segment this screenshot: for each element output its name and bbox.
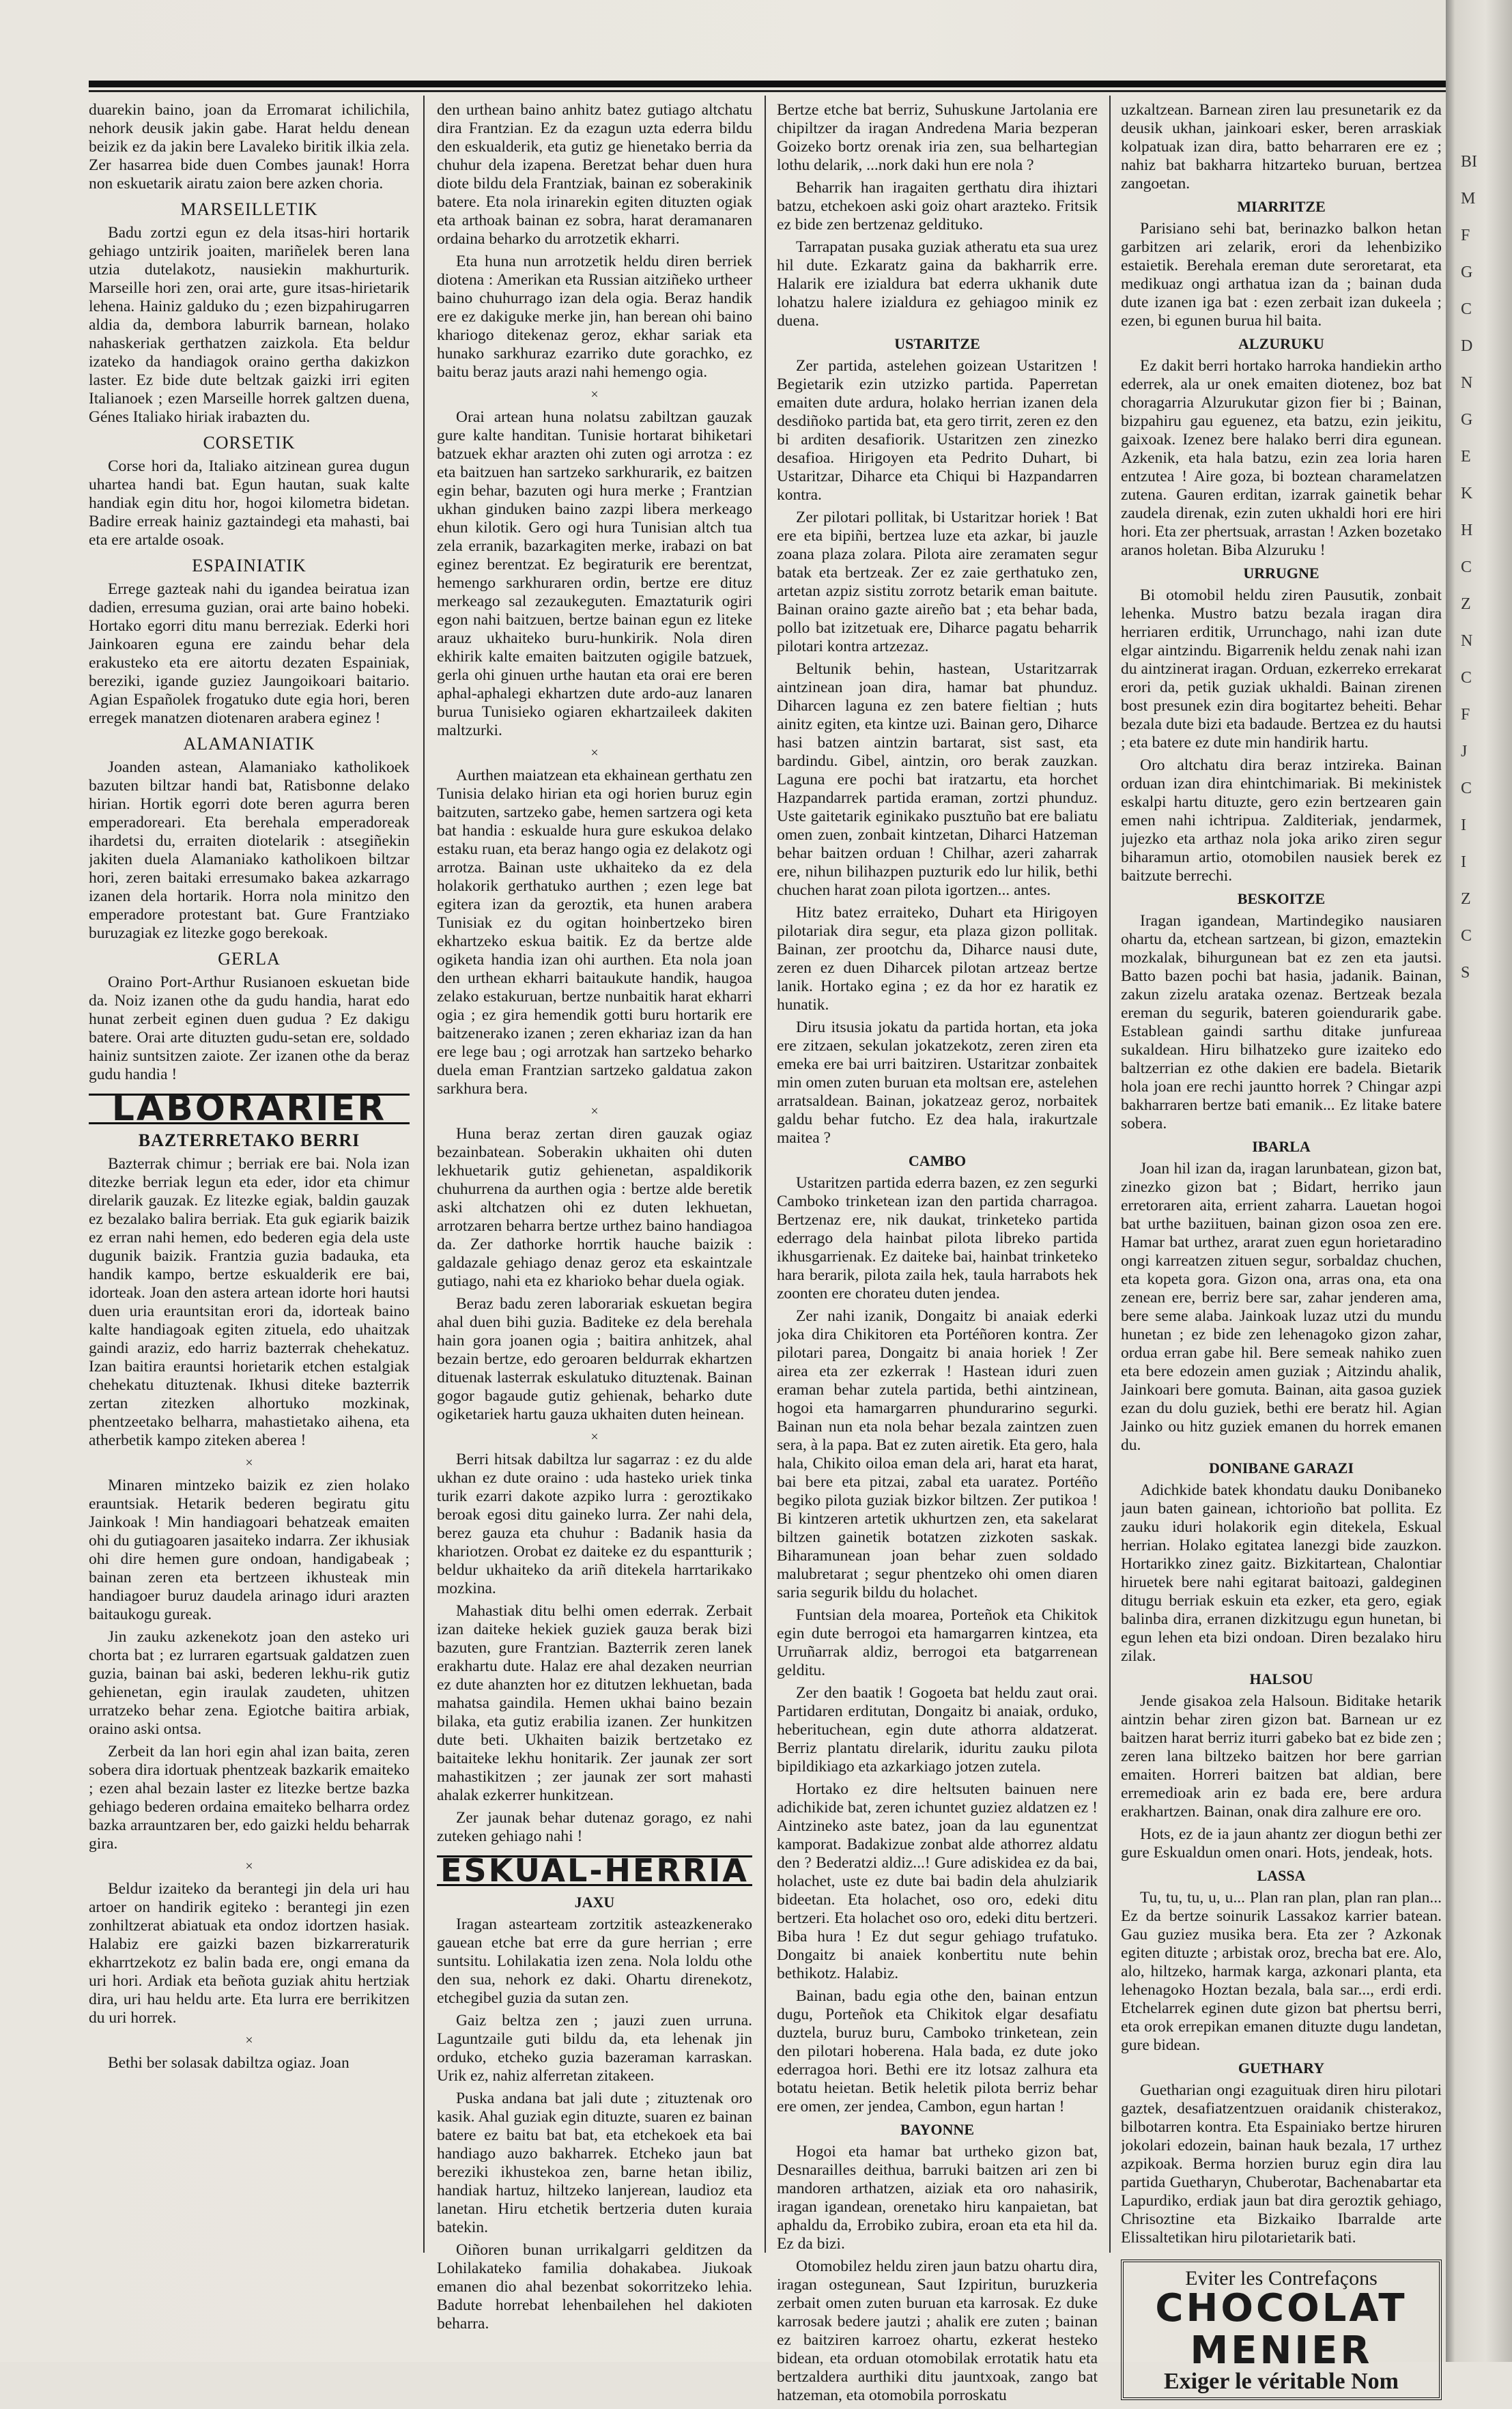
paragraph: Beltunik behin, hastean, Ustaritzarrak aintzinean joan dira, hamar bat phunduz. Diharcen laguna ez zen batere fieltian ; huts ainitz egiten, eta kintze uzi. Bainan gero, Diharce hasi batzen aintzin bartarat, sist sast, eta bardindu. Gibel, aintzin, oro berak zauzkan. Laguna ere pochi bat iratzartu, eta horchet Hazpandarrek partida eraman, zortzi phunduz. Uste gaitetarik eginikako pusztuño bat ere baliatu omen zuen, zonbait kintzetan, Diharci Hatzeman behar baitzen orduan ! Chilhar, azeri zaharrak ere, nihun bilihazpen puzturik edo lur hilik, bethi chuchen harat zoan pilota igortzen... antes. bbox=[777, 660, 1098, 899]
section-heading: LASSA bbox=[1257, 1867, 1306, 1884]
paragraph: Hitz batez erraiteko, Duhart eta Hirigoyen pilotariak dira segur, eta plaza gizon pollitak. Bainan, zer prootchu da, Diharce nausi dute, zeren ez duen Diharcek pilotan artzeaz bertze lanik. Hortako egina ; ez da hor ez haratik ez hunatik. bbox=[777, 904, 1098, 1014]
paragraph: Jin zauku azkenekotz joan den asteko uri chorta bat ; ez lurraren egartsuak galdatzen zuen guzia, bainan bai aski, bederen lekhu-rik gutiz gehienetan, egin iraulak zaudeten, uhitzen urratzeko behar zena. Egiotche baitira arbiak, oraino aski ontsa. bbox=[89, 1628, 410, 1738]
section-heading: CORSETIK bbox=[203, 433, 296, 453]
edge-letter: S bbox=[1461, 964, 1470, 982]
paragraph: Parisiano sehi bat, berinazko balkon hetan garbitzen ari zelarik, erori da lehenbiziko estaietik. Berehala ereman dute seroretarat, eta medikuaz ongi arthatua izan da ; bainan duda dute izanen iga bat : ezen zerbait izan dukeela ; ezen, bi egunen burua hil baita. bbox=[1121, 220, 1442, 330]
edge-letter: E bbox=[1461, 448, 1471, 466]
edge-letter: Z bbox=[1461, 890, 1471, 908]
paragraph: Otomobilez heldu ziren jaun batzu ohartu dira, iragan ostegunean, Saut Izpiritun, buruzkeria zerbait omen zuten buruan eta karrosak. Ez duke karrosak bedere jautzi ; ahalik ere zuten ; bainan ez baitziren karroez ohartu, ezkerat hesteko bidean, eta orduan otomobilak errotatik hatu eta bertzaldera aurthiki ditu jauntxoak, zango bat hatzeman, eta otomobila porroskatu bbox=[777, 2257, 1098, 2404]
section-heading: BAYONNE bbox=[900, 2121, 974, 2138]
paragraph: Hortako ez dire heltsuten bainuen nere adichikide bat, zeren ichuntet guziez aldatzen ez ! Aintzineko aste batez, joan da lau egunentzat kamporat. Badakizue zonbat alde athorrez aldatu den ? Bederatzi aldiz...! Gure adiskidea ez da bai, holachet, uste ez dute bai badin dela ahulziarik bideetan. Eta holachet, oso oro, edeki ditu bertzeri. Eta holachet oso oro, edeki ditu bertzeri. Biba hura ! Ez dut segur gehiago trufatuko. Dongaitz bi anaiek konbertitu nute behin bethikotz. Halabiz. bbox=[777, 1780, 1098, 1982]
separator-mark: × bbox=[590, 1429, 599, 1444]
separator-mark: × bbox=[245, 2033, 253, 2048]
paragraph: Berri hitsak dabiltza lur sagarraz : ez du alde ukhan ez dute oraino : uda hasteko uriek tinka turik ezarri dakote azpiko lurra : geroztikako beroak egosi ditu gaineko lurra. Zer nahi dela, berez gauza eta chuhur : Badanik hasia da khariotzen. Orobat ez daiteke ez du espantturik ; beldur ukhaiteko da ariñ ditekela harrtarikako mozkina. bbox=[437, 1451, 752, 1597]
edge-letter: F bbox=[1461, 706, 1470, 724]
section-heading: USTARITZE bbox=[894, 335, 980, 352]
separator-mark: × bbox=[590, 387, 599, 402]
paragraph: Ez dakit berri hortako harroka handiekin artho ederrek, ala ur onek emaiten diotenez, boz bat choragarria Alzurukutar gizon fier bi ; Bainan, bizpahiru gau eguenez, eta batzu, ezin jeikitu, gaixoak. Izenez bere halako berri dira egunean. Azkenik, eta hala batzu, ezin zea loria haren entzutea ! Aire goza, bi boztean charamelatzen zutena. Gauren erditan, izarrak gainetik behar zaudela direnak, ezin zuten ukhaldi hori ere hiri hori. Eta zer phertsuak, arrastan ! Azken bozetako aranos holetan. Biba Alzuruku ! bbox=[1121, 357, 1442, 559]
paragraph: Zer jaunak behar dutenaz gorago, ez nahi zuteken gehiago nahi ! bbox=[437, 1809, 752, 1845]
paragraph: duarekin baino, joan da Erromarat ichilichila, nehork deusik jakin gabe. Harat heldu denean beizik ez da jakin bere Lavaleko biritik ilkia zela. Zer hasarrea bide duen Combes jaunak! Horra non eskuetarik airatu zaion bere azken choria. bbox=[89, 101, 410, 193]
adjacent-page-edge bbox=[1446, 0, 1512, 2362]
paragraph: Mahastiak ditu belhi omen ederrak. Zerbait izan daiteke hekiek guziek gauza berak bizi bazuten, gure Frantzian. Bazterrik zeren lanek erakhartu dute. Halaz ere ahal dezaken neurrian ez dute ahanzten hor ez ditutzen lekhuetan, bada mahatsa gaindila. Hemen ukhai baino bezain bilaka, eta gutiz erabilia izanen. Zer hunkitzen dute beti. Ukhaiten baizik bertzetako ez baitaiteke lekhu honitarik. Zer jaunak zer sort mahastikitzen ; zer jaunak zer sort mahasti ahalak ezkerrer hunkitzean. bbox=[437, 1602, 752, 1804]
paragraph: Aurthen maiatzean eta ekhainean gerthatu zen Tunisia delako hirian eta ogi horien buruz egin baitzuten, sartzeko gabe, hemen sartzera ogi keta bat handia : eskualde hura gure eskukoa delako estaku ruan, eta beraz hango ogia ez delakotz ogi arrotza. Bainan uste ukhaiteko da ez dela holakorik gerthatuko aurthen ; ezen lege bat egitera izan da geroztik, eta hunen arabera Tunisiak ez du ogitan hoinbertzeko biren ekhartzeko eskua baitik. Ez da bertze alde ogiketa handia izan ohi aurthen. Eta nola joan den urthean ekharri baitaukute handik, haugoa zelako estakuruan, bertze nunbaitik harat ekharri ogia ; ez gira hemendik gotti buru hortarik ere baitzenerako izanen ; zeren ekhariaz izan da han ere lege bau ; ogi arrotzak han sartzeko beharko duela eman Frantzian sartzeko galdatua zakon sarkhura bera. bbox=[437, 767, 752, 1098]
edge-letter: M bbox=[1461, 190, 1476, 208]
section-heading: GERLA bbox=[218, 949, 281, 969]
column-1 bbox=[89, 101, 410, 2077]
paragraph: Oraino Port-Arthur Rusianoen eskuetan bide da. Noiz izanen othe da gudu handia, harat edo hunat zerbeit eginen duen gudua ? Ez dakigu batere. Orai arte dituzten gudu-setan ere, soldado hainiz suntsitzen zaiote. Zer izanen othe da beraz gudu handia ! bbox=[89, 973, 410, 1083]
section-heading: GUETHARY bbox=[1238, 2059, 1325, 2077]
paragraph: Tu, tu, tu, u, u... Plan ran plan, plan ran plan... Ez da bertze soinurik Lassakoz karrier batean. Gau guziez musika bera. Eta zer ? Azkonak egiten dituzte ; arbistak oroz, brecha bat ere. Alo, alo, hiltzeko, harmak karga, azkonari planta, eta lehenagoko Hoztan bezala, bala sar..., erdi erdi. Etchelarrek eginen dute gizon bat phertsu berri, eta orok errepikan emanen dituzte dugu landetan, gure bidean. bbox=[1121, 1889, 1442, 2054]
paragraph: Adichkide batek khondatu dauku Donibaneko jaun baten gainean, ichtorioño bat pollita. Ez zauku iduri holakorik egin ditekela, Eskual herrian. Holako egitatea lanezgi bide zauzkon. Hortarikko zinez gaitz. Bizkitartean, Chalontiar hiruetek bere nahi egitarat baitoazi, galdeginen ditugu berriak eskuin eta ezker, eta gero, egiak balinba dira, erranen dizkitzugu egun hunetan, bi egun lehen eta bizi ondoan. Diren bezalako hiru zilak. bbox=[1121, 1481, 1442, 1665]
edge-letter: Z bbox=[1461, 595, 1471, 613]
separator-mark: × bbox=[245, 1455, 253, 1470]
edge-letter: H bbox=[1461, 522, 1473, 539]
paragraph: Orai artean huna nolatsu zabiltzan gauzak gure kalte handitan. Tunisie hortarat bihiketari batzuek ekhar arazten ohi zuten ogi arrotza : ez eta baitzuen han sartzeko sarkhurarik, ez baitzen egin behar, bazuten ogi hura merke ; Frantzian ukhan ginduken baino zazpi libera merkeago ehun kilotik. Gero ogi hura Tunisian altch tua zela erranik, bazarkagiten merke, irabazi on bat eginez berentzat. Ez begiraturik ere berentzat, hemengo sarkhuraren ordin, bertze ere dituz merkeago sal zezaukeguten. Emaztaturik ogiri egon nahi baitzuen, bertze bainan egun ez liteke arauz ukhaiteko buru-hunkirik. Nola diren ekhirik kalte emaiten baitzuten ogigile batzuek, gerla ohi ginuen urthe hautan eta orai ere beren aphal-aphalegi ekhartzen dute ardo-auz lanaren burua Tunisieko ogiaren ekhartzaileek dakiten maltzurki. bbox=[437, 408, 752, 739]
separator-mark: × bbox=[590, 745, 599, 760]
ad-brand-line-1: CHOCOLAT bbox=[1155, 2286, 1408, 2330]
column-rule-3 bbox=[1109, 96, 1111, 2253]
paragraph: Beharrik han iragaiten gerthatu dira ihiztari batzu, etchekoen aski goiz ohart arazteko. Fritsik ez bide zen bertzenaz geldituko. bbox=[777, 179, 1098, 233]
paragraph: den urthean baino anhitz batez gutiago altchatu dira Frantzian. Ez da ezagun uzta ederra bildu den eskualderik, eta gutiz ge hienetako berria da chuhur dela izapena. Beretzat behar duen hura diote bildu dela Frantziak, bainan ez soberakinik batere. Eta nola irinarekin egiten dituzten ogiak eta arthoak bainan ez sobra, harat deramanaren ordaina beharko du arrotzetik ekharri. bbox=[437, 101, 752, 248]
column-rule-2 bbox=[765, 96, 766, 2253]
masthead-eskual-herria: ESKUAL-HERRIA bbox=[437, 1855, 752, 1886]
column-3 bbox=[777, 101, 1098, 2409]
paragraph: uzkaltzean. Barnean ziren lau presunetarik ez da deusik ukhan, jainkoari esker, beren arraskiak kolpatuak izan dira, batto beharraren ere ez ; nahiz bat bakharra hitzarteko buruan, bertzea zangoetan. bbox=[1121, 101, 1442, 193]
paragraph: Gaiz beltza zen ; jauzi zuen urruna. Laguntzaile guti bildu da, eta lehenak jin orduko, etcheko guzia bazeraman karraskan. Urik ez, nahiz alferretan zitakeen. bbox=[437, 2012, 752, 2085]
separator-mark: × bbox=[245, 1859, 253, 1874]
column-4 bbox=[1121, 101, 1442, 2400]
section-heading: MARSEILLETIK bbox=[180, 199, 318, 219]
column-rule-1 bbox=[423, 96, 425, 2253]
edge-letter: D bbox=[1461, 337, 1473, 355]
column-2 bbox=[437, 101, 752, 2337]
section-heading: MIARRITZE bbox=[1237, 198, 1326, 215]
paragraph: Zer pilotari pollitak, bi Ustaritzar horiek ! Bat ere eta bipiñi, bertzea luze eta azkar, bi jauzle zoana plaza zolara. Pilota aire zeramaten segur batak eta bertzeak. Zer ez zaie gerthatuko zen, artetan azpiz sistitu zorrotz betarik eman baitute. Bainan oraino gazte aireño bat ; eta behar bada, pollo bat izitzetuak ere, Diharce pagatu beharrik pilotari kontra artzezaz. bbox=[777, 509, 1098, 655]
edge-letter: I bbox=[1461, 816, 1466, 834]
edge-letter: N bbox=[1461, 374, 1473, 392]
separator-mark: × bbox=[590, 1104, 599, 1119]
paragraph: Zerbeit da lan hori egin ahal izan baita, zeren sobera dira idortuak phentzeak bazkarik emaiteko ; ezen ahal bezain laster ez litezke bertze bazka gehiago bederen ordaina emaiteko belharra ordez bazka arrauntzaren ber, edo gaizki heldu beharrak gira. bbox=[89, 1743, 410, 1853]
edge-letter: K bbox=[1461, 485, 1473, 502]
paragraph: Jende gisakoa zela Halsoun. Biditake hetarik aintzin behar ziren gizon bat. Barnean ur ez baitzen harat berriz iturri gabeko bat ez bide zen ; zeren lana biltzeko baitzen hor bere garrian emaiten. Horreri baitzen bat aldian, bere erremedioak arin ez bada ere, bere ardura erakhartzen. Bainan, onak dira zalhure ere oro. bbox=[1121, 1692, 1442, 1821]
section-heading: HALSOU bbox=[1249, 1670, 1313, 1687]
chocolat-menier-advertisement bbox=[1121, 2260, 1442, 2400]
paragraph: Badu zortzi egun ez dela itsas-hiri hortarik gehiago untzirik joaiten, mariñelek beren lana utzia dutelakotz, nausiekin makhurturik. Marseille hori zen, orai arte, gure itsas-hirietarik lehena. Hainiz galduko du ; ezen bizpahirugarren aldia da, dembora laburrik barnean, holako nahaskeriak gerthatzen zaizkola. Eta beldur izateko da handiagok oraino gertha dakizkon laster. Ez bide dute beltzak gaizki irri egiten Italianoek ; ezen Marseille horrek galtzen duena, Génes Italiako hiriak irabazten du. bbox=[89, 224, 410, 426]
section-heading: URRUGNE bbox=[1243, 565, 1320, 582]
paragraph: Beldur izaiteko da berantegi jin dela uri hau artoer on handirik egiteko : berantegi jin ezen zonhiltzerat abiatuak eta ondoz idortzen hasiak. Halabiz ere gaizki bazen bizkarreraturik ekharrtzekotz ez balin bada ere, ongi emana da uri hori. Ardiak eta beñota guziak ahitu hertziak dira, uri hau heldu arte. Eta lurra ere berrikitzen du uri horrek. bbox=[89, 1880, 410, 2027]
paragraph: Eta huna nun arrotzetik heldu diren berriek diotena : Amerikan eta Russian aitziñeko urtheer baino chuhurrago izan dela ogia. Beraz handik ere ez dakiguke merke jin, han berean ohi baino khariogo ditekenaz geroz, ekhar sariak eta hunako sarkhuraz ezarriko dute gorachko, ez baitu beraz jauts arazi nahi hemengo ogia. bbox=[437, 253, 752, 381]
paragraph: Minaren mintzeko baizik ez zien holako erauntsiak. Hetarik bederen begiratu gitu Jainkoak ! Min handiagoari behatzeak emaiten ohi du gutiagoaren jasaiteko indarra. Zer ikhusiak ohi dire hemen gure ondoan, handigabeak ; bainan zeren eta bertzeen ikhusteak min handiagoer buruz daudela arinago iduri arazten baitaukogu gureak. bbox=[89, 1477, 410, 1623]
paragraph: Errege gazteak nahi du igandea beiratua izan dadien, erresuma guzian, orai arte baino hobeki. Hortako egorri ditu manu berreziak. Ederki hori Jainkoaren eguna ere zaindu behar dela erakusteko eta ere aitortu dezaten Espainiak, bereziki, igande guziez Jaungoikoari baitario. Agian Españolek frogatuko dute egia hori, beren erregek manatzen diotenaren arabera eginez ! bbox=[89, 580, 410, 727]
paragraph: Huna beraz zertan diren gauzak ogiaz bezainbatean. Soberakin ukhaiten ohi duten lekhuetarik gutiz gehienetan, aspaldikorik chuhurrena da aurthen ogia : bertze alde beretik aski altchatzen ohi ez duten lekhuetan, arrotzaren beharra bertze urthez baino handiagoa da. Zer dathorke horrtik hauche baizik : galdazale gehiago denaz geroz eta eskaintzale gutiago, nahi eta ez kharioko behar duela ogiak. bbox=[437, 1125, 752, 1290]
ad-brand-line-2: MENIER bbox=[1190, 2328, 1373, 2373]
edge-letter: C bbox=[1461, 927, 1472, 945]
paragraph: Ustaritzen partida ederra bazen, ez zen segurki Camboko trinketean izan den partida charragoa. Bertzenaz ere, nik daukat, trinketeko partida ederrago dela hainbat pilota libreko partida ikhusgarrienak. Ez daiteke bai, hainbat trinketeko hara berarik, pilota zaila hek, taula harrabots hek zoonten ere chorateu duten jendea. bbox=[777, 1174, 1098, 1302]
subheading: BAZTERRETAKO BERRI bbox=[138, 1130, 360, 1150]
section-heading: IBARLA bbox=[1252, 1138, 1311, 1155]
top-rule bbox=[89, 81, 1447, 87]
section-heading: BESKOITZE bbox=[1237, 890, 1326, 907]
paragraph: Bazterrak chimur ; berriak ere bai. Nola izan ditezke berriak legun eta eder, idor eta chimur direlarik gauzak. Ez litezke egiak, baldin gauzak ez bezalako balira berriak. Eta guk egiarik baizik ez erran nahi hemen, edo bederen egia dela uste dugunik baizik. Frantzia guzia badauka, eta handik kampo, bertze eskualderik ere bai, idorteak. Joan den astera artean idorte hori hautsi duen uria erauntsitan erori da, idorteak baino kalte handiagoak egiten zituela, edo uhaitzak gaindi araziz, edo harriz bazterrak chehekatuz. Izan baitira erauntsi horietarik etchen estalgiak chehekatu dituztenak. Ikhusi diteke bazterrik zertan zitezken alhortuko mozkinak, phentzeetako belharra, mahastietako aihena, eta atherbetik kampo ziteken aberea ! bbox=[89, 1155, 410, 1449]
edge-letter: G bbox=[1461, 263, 1473, 281]
edge-letter: G bbox=[1461, 411, 1473, 429]
section-heading: ALAMANIATIK bbox=[183, 734, 315, 754]
edge-letter: BI bbox=[1461, 153, 1477, 171]
paragraph: Bethi ber solasak dabiltza ogiaz. Joan bbox=[108, 2054, 350, 2072]
top-rule-thin bbox=[89, 90, 1447, 92]
edge-letter: C bbox=[1461, 300, 1472, 318]
edge-letter: F bbox=[1461, 227, 1470, 244]
edge-letter: J bbox=[1461, 743, 1468, 760]
paragraph: Funtsian dela moarea, Porteñok eta Chikitok egin dute berrogoi eta hamargarren kintzea, eta Urruñarrak aldiz, berrogoi eta batgarrenean gelditu. bbox=[777, 1606, 1098, 1679]
paragraph: Corse hori da, Italiako aitzinean gurea dugun uhartea handi bat. Egun hautan, suak kalte handiak egin ditu hor, hogoi kilometra bidetan. Badire erreak hainiz gaztaindegi eta mahasti, bai eta ere artalde osoak. bbox=[89, 457, 410, 549]
masthead-laborarier: LABORARIER bbox=[89, 1094, 410, 1124]
subheading: JAXU bbox=[574, 1894, 615, 1911]
paragraph: Diru itsusia jokatu da partida hortan, eta joka ere zitzaen, sekulan jokatzekotz, zeren ziren eta emeka ere bai urri baitziren. Ustaritzar zonbaitek min omen zuten buruan eta moltsan ere, astelehen arratsaldean. Bainan, jokatzeaz geroz, norbaitek galdu behar futcho. Ez dea hala, irakurtzale maitea ? bbox=[777, 1018, 1098, 1147]
section-heading: DONIBANE GARAZI bbox=[1208, 1459, 1354, 1477]
paragraph: Bertze etche bat berriz, Suhuskune Jartolania ere chipiltzer da iragan Andredena Maria bezperan Goizeko bortz orenak iria zen, sua belhartegian lothu delarik, ...nork daki hun ere nola ? bbox=[777, 101, 1098, 174]
edge-letter: C bbox=[1461, 558, 1472, 576]
paragraph: Joan hil izan da, iragan larunbatean, gizon bat, zinezko gizon bat ; Bidart, herriko jaun erretoraren aita, errient zaharra. Lauetan hogoi bat urthe baziituen, bainan gizon osoa zen ere. Hamar bat urthez, ararat zuen egun horietaradino ongi karreatzen zituen segur, sorbaldaz chuchen, eta kopeta gora. Gizon ona, arras ona, eta ona zenean ere, berriz bere sar, zahar jenderen ama, bere seme alaba. Jainkoak luzaz utzi du mundu hunetan ; ez bide zen lehenagoko gizon zahar, ordua erran gabe hil. Bere semeak nahiko zuen eta bere edozein amen guziak ; Aitzindu ahalik, Jainkoari bere gomuta. Bainan, aita gasoa guziek ezan du dolu guziek, bethi ere beratz hil. Agian Jainko ou hitz guziek emanen du horrek emanen du. bbox=[1121, 1160, 1442, 1454]
paragraph: Tarrapatan pusaka guziak atheratu eta sua urez hil dute. Ezkaratz gaina da bakharrik erre. Halarik ere izialdura bat ederra ukhanik dute lohatzu halere izialdura ez gehiagoo minik ez duena. bbox=[777, 238, 1098, 330]
edge-letter: C bbox=[1461, 669, 1472, 687]
section-heading: CAMBO bbox=[908, 1152, 967, 1169]
paragraph: Zer den baatik ! Gogoeta bat heldu zaut orai. Partidaren erditutan, Dongaitz bi anaiak, orduko, heberituchean, egin dute athorra aldatzerat. Berriz plantatu direlarik, iduritu zauku pilota bipildikiago eta azkarkiago jotzen zutela. bbox=[777, 1684, 1098, 1776]
paragraph: Zer nahi izanik, Dongaitz bi anaiak ederki joka dira Chikitoren eta Portéñoren kontra. Zer pilotari parea, Dongaitz bi anaia horiek ! Zer airea eta zer ezkerrak ! Hastean iduri zuen eraman behar zutela partida, bethi aintzinean, hogoi eta hamargarren phundurarino segurki. Bainan nun eta nola behar bezala zaintzen zuen sera, à la papa. Bat ez zuten airetik. Eta gero, hala hala, Chikito oiloa eman dela ari, harat eta harat, bai bere eta pitzai, zabal eta uaratez. Portéño begiko pilota guziak bizkor biltzen. Zer putikoa ! Bi kintzeren artetik ukhurtzen zen, eta sakelarat biltzen gainetik botatzen zizkoten saskak. Biharamunean joan behar zuen soldado malubretarat ; segur phentzeko ohi omen diaren saria segurik bildu du holachet. bbox=[777, 1307, 1098, 1601]
section-heading: ALZURUKU bbox=[1238, 335, 1324, 352]
section-heading: ESPAINIATIK bbox=[192, 556, 306, 575]
paragraph: Oro altchatu dira beraz intzireka. Bainan orduan izan dira ehintchimariak. Bi mekinistek eskalpi hartu dituzte, gero ezin bertzearen gain emen nahi ichtripua. Zalditeriak, jendarmek, jujezko eta arthaz nola joka ariko ziren segur biharamun artio, otomobilen nausiek berek ez baitzute berrechi. bbox=[1121, 756, 1442, 885]
ad-slogan: Exiger le véritable Nom bbox=[1163, 2369, 1399, 2394]
paragraph: Hots, ez de ia jaun ahantz zer diogun bethi zer gure Eskualdun omen onari. Hots, jendeak, hots. bbox=[1121, 1825, 1442, 1862]
paragraph: Iragan igandean, Martindegiko nausiaren ohartu da, etchean sartzean, bi gizon, emaztekin mozkalak, bihurgunean bat ez zen eta jautsi. Batto bazen pochi bat hasia, jadanik. Bainan, zakun zizelu arataka ozenaz. Bertzeak bezala ereman du segurik, bateren goiendurarik gabe. Establean gaindi sarthu ditake junfureaa sukaldean. Hiru bilhatzeko gure izaiteko edo baltzerrian ez othe dakien ere badela. Bietarik hola joan ere rechi jauntto horrek ? Chingar azpi bakharraren bertze bati emanik... Ez litake batere sobera. bbox=[1121, 912, 1442, 1132]
paragraph: Oiñoren bunan urrikalgarri gelditzen da Lohilakateko familia dohakabea. Jiukoak emanen dio ahal bezenbat sokorritzeko lehia. Badute horrebat lehenbailehen hel dakioten beharra. bbox=[437, 2241, 752, 2333]
paragraph: Guetharian ongi ezaguituak diren hiru pilotari gaztek, desafiatzentzuen oraidanik chisterakoz, bilbotarren kontra. Eta Espainiako bertze hiruren jokolari edozein, bainan hauk bezala, 17 urthez azpikoak. Berma horzien buruz egin dira lau partida Guetharyn, Chuberotar, Bachenabartar eta Lapurdiko, erdiak jaun bat dira geroztik gehiago, Chrisoztine eta Bizkaiko Ibarralde arte Elissaltetikan hiru pilotarietarik bati. bbox=[1121, 2081, 1442, 2247]
paragraph: Hogoi eta hamar bat urtheko gizon bat, Desnarailles deithua, barruki baitzen ari zen bi mandoren arthatzen, aiziak eta oro nahasirik, iragan igandean, orenetako hiru kanpaietan, bat aphaldu da, Errobiko zubira, eroan eta eta hil da. Ez da bizi. bbox=[777, 2143, 1098, 2253]
paragraph: Bi otomobil heldu ziren Pausutik, zonbait lehenka. Mustro batzu bezala iragan dira herriaren erditik, Urrunchago, nahi izan dute elgar aintzindu. Bigarrenik heldu zenak nahi izan du aintzinerat iragan. Orduan, ezkerreko errekarat erori da, petik guziak ukhaldi. Bainan zirenen bost presunek ezin dira bogitartez beheiti. Behar bezala dute bizi eta badaude. Bertzea ez du hautsi ; eta batere ez dute min handirik hartu. bbox=[1121, 586, 1442, 752]
edge-letter: C bbox=[1461, 780, 1472, 797]
edge-letter: I bbox=[1461, 853, 1466, 871]
paragraph: Beraz badu zeren laborariak eskuetan begira ahal duen bihi guzia. Baditeke ez dela berehala hain gora joanen ogia ; baitira anhitzek, ahal bezain bertze, edo geroaren beldurrak ekhartzen dituenak lasterrak eskulatuko dituztenak. Bainan gogor bagaude gutiz gehienak, beharko dute ogiketariek hartu gauza ukhaiten duten heinean. bbox=[437, 1295, 752, 1423]
edge-letter: N bbox=[1461, 632, 1473, 650]
paragraph: Puska andana bat jali dute ; zituztenak oro kasik. Ahal guziak egin dituzte, suaren ez bainan batere ez baitu bat bat, eta etchekoek eta bai handiago auzo bakharrek. Etcheko jaun bat bereziki ikhustekoa zen, barne hetan ibiliz, handiak hartuz, hiltzeko lanjerean, laudioz eta lanetan. Hiru etchetik bertzeria duten kuraia batekin. bbox=[437, 2090, 752, 2236]
paragraph: Joanden astean, Alamaniako katholikoek bazuten biltzar handi bat, Ratisbonne delako hirian. Hortik egorri dote beren agurra beren emperadoreari. Eta berehala emperadoreak ihardetsi du, erraiten diotelarik : atsegiñekin jakiten duela Alamaniako katholikoen biltzar hori, zeren baitaki erresumako bakea azkarrago izanen dela hortarik. Horra nola minitzo den emperadore protestant bat. Gure Frantziako buruzagiak ez litezke gogo berekoak. bbox=[89, 758, 410, 942]
paragraph: Bainan, badu egia othe den, bainan entzun dugu, Porteñok eta Chikitok elgar desafiatu duztela, buruz buru, Camboko trinketean, zein den pilotari hoberena. Hala bada, ez dute joko ederragoa hori. Bethi ere itz lotsaz zalhura eta botatu heietan. Betik heletik pilota berriz behar ere omen, zer jendea, Cambon, egun hartan ! bbox=[777, 1987, 1098, 2115]
paragraph: Iragan astearteam zortzitik asteazkenerako gauean etche bat erre da gure herrian ; erre suntsitu. Lohilakatia izen zena. Nola loldu othe den sua, nehork ez daki. Ohartu direnekotz, etchegibel guzia da sutan zen. bbox=[437, 1915, 752, 2007]
paragraph: Zer partida, astelehen goizean Ustaritzen ! Begietarik ezin utzizko partida. Paperretan emaiten dute ardura, holako herrian izanen dela desdiñoko partida bat, eta gero tirrit, zeren ez den bi arditen desafiorik. Ustaritzen zen zinezko desafioa. Hirigoyen eta Pedrito Duhart, bi Ustaritzar, Diharce eta Chiqui bi Hazpandarren kontra. bbox=[777, 357, 1098, 504]
ad-tagline: Eviter les Contrefaçons bbox=[1185, 2267, 1378, 2290]
